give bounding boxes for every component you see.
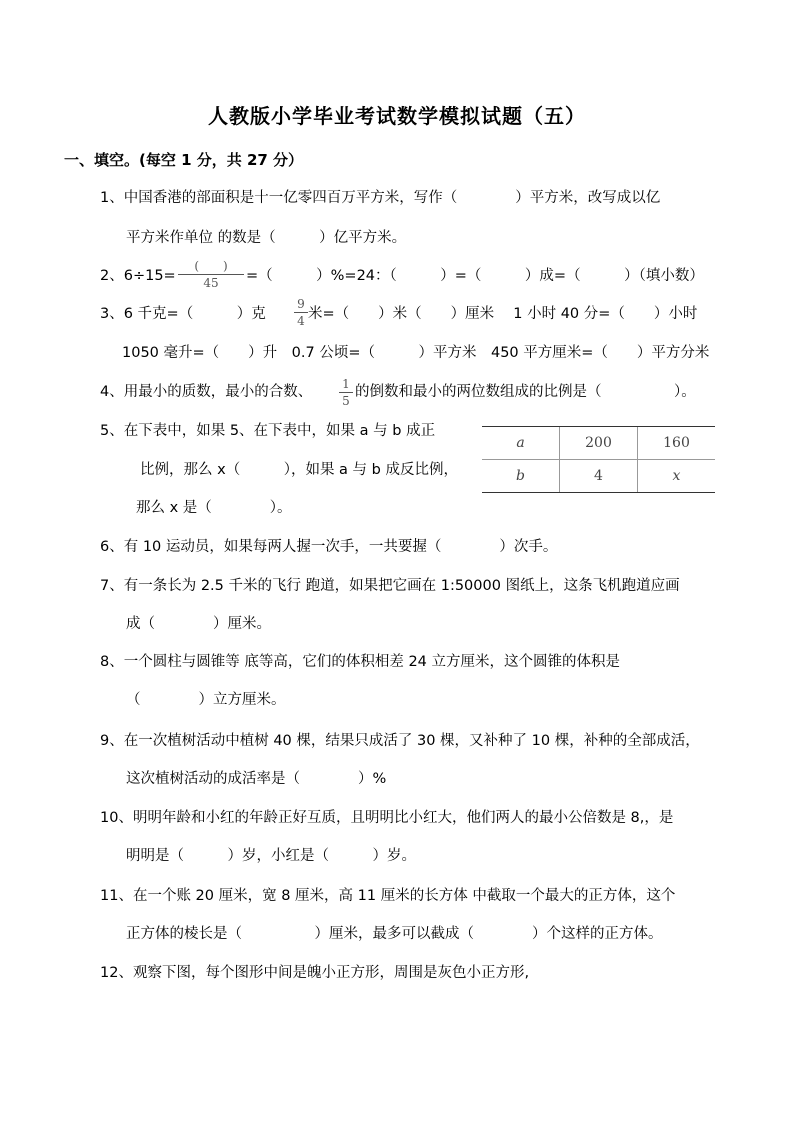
fraction-numerator: 9	[297, 297, 305, 311]
table-cell: a	[482, 427, 560, 460]
fraction-denominator: 5	[342, 394, 350, 408]
section-heading-fill-in: 一、填空。(每空 1 分，共 27 分）	[64, 151, 304, 169]
fraction-numerator: 1	[342, 377, 350, 391]
fraction-denominator: 45	[203, 276, 219, 290]
question-4-fraction	[339, 377, 353, 408]
table-cell: 200	[560, 427, 638, 460]
table-cell: 4	[560, 460, 638, 493]
question-1-line-2: 平方米作单位 的数是（ ）亿平方米。	[126, 230, 407, 246]
question-5-line-3: 那么 x 是（ ）。	[136, 500, 292, 516]
question-3-fraction	[294, 297, 308, 328]
question-3-prefix: 3、6 千克=（ ）克	[100, 306, 266, 322]
question-5-line-1: 5、在下表中，如果 5、在下表中，如果 a 与 b 成正	[100, 423, 436, 439]
question-9-line-1: 9、在一次植树活动中植树 40 棵，结果只成活了 30 棵，又补种了 10 棵，补种的全部成活，	[100, 733, 700, 749]
table-cell: b	[482, 460, 560, 493]
question-12: 12、观察下图，每个图形中间是魄小正方形，周围是灰色小正方形,	[100, 965, 530, 981]
question-4-rest: 的倒数和最小的两位数组成的比例是（ ）。	[355, 384, 696, 400]
proportion-table	[482, 426, 715, 493]
question-5-line-2: 比例，那么 x（ ），如果 a 与 b 成反比例，	[140, 462, 458, 478]
question-4-prefix: 4、用最小的质数，最小的合数、	[100, 384, 313, 400]
table-cell: x	[638, 460, 716, 493]
question-10-line-1: 10、明明年龄和小红的年龄正好互质，且明明比小红大，他们两人的最小公倍数是 8,，是	[100, 810, 674, 826]
page-title: 人教版小学毕业考试数学模拟试题（五）	[208, 104, 586, 128]
question-3-line-2: 1050 毫升=（ ）升 0.7 公顷=（ ）平方米 450 平方厘米=（ ）平方分米	[122, 345, 710, 361]
question-2-fraction	[178, 259, 244, 290]
question-8-line-1: 8、一个圆柱与圆锥等 底等高，它们的体积相差 24 立方厘米，这个圆锥的体积是	[100, 654, 621, 670]
question-8-line-2: （ ）立方厘米。	[126, 692, 286, 708]
question-10-line-2: 明明是（ ）岁，小红是（ ）岁。	[126, 848, 416, 864]
question-11-line-1: 11、在一个账 20 厘米，宽 8 厘米，高 11 厘米的长方体 中截取一个最大的正方体，这个	[100, 888, 676, 904]
fraction-denominator: 4	[297, 314, 305, 328]
table-row	[482, 460, 715, 493]
question-2-prefix: 2、6÷15=	[100, 268, 176, 284]
question-3-rest: 米=（ ）米（ ）厘米 1 小时 40 分=（ ）小时	[308, 306, 698, 322]
table-cell: 160	[638, 427, 716, 460]
question-11-line-2: 正方体的棱长是（ ）厘米，最多可以截成（ ）个这样的正方体。	[126, 926, 663, 942]
question-2-rest: =（ ）%=24：（ ）=（ ）成=（ ）（填小数）	[246, 268, 704, 284]
question-9-line-2: 这次植树活动的成活率是（ ）%	[126, 771, 387, 787]
question-7-line-1: 7、有一条长为 2.5 千米的飞行 跑道，如果把它画在 1:50000 图纸上，这条飞机跑道应画	[100, 578, 680, 594]
question-6: 6、有 10 运动员，如果每两人握一次手，一共要握（ ）次手。	[100, 539, 558, 555]
question-1-line-1: 1、中国香港的部面积是十一亿零四百万平方米，写作（ ）平方米，改写成以亿	[100, 190, 661, 206]
fraction-numerator: ( )	[194, 259, 228, 273]
question-7-line-2: 成（ ）厘米。	[126, 616, 271, 632]
table-row	[482, 427, 715, 460]
